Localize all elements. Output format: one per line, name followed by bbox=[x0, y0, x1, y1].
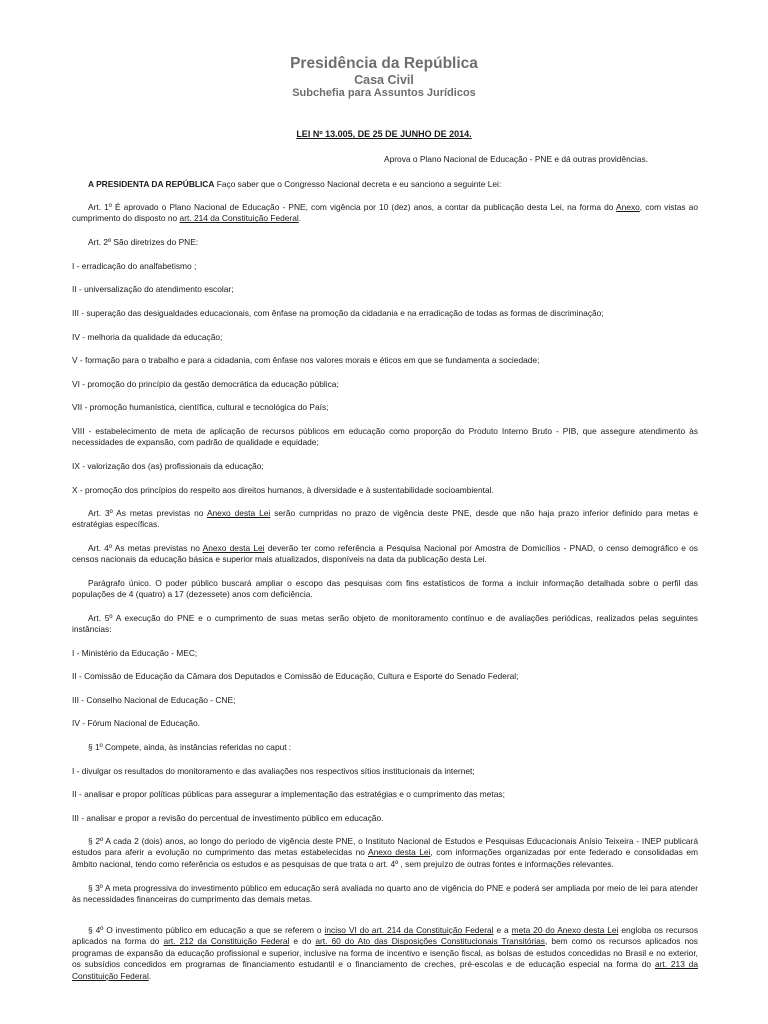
art-2-item-ii: II - universalização do atendimento escolar; bbox=[72, 284, 234, 294]
art-5-p1-item-ii: II - analisar e propor políticas públicas para assegurar a implementação das estratégias e o cumprimento das metas; bbox=[72, 789, 505, 799]
art-1-text-2: , com vistas ao cumprimento do disposto no bbox=[72, 202, 698, 224]
art-3-text-1: Art. 3º As metas previstas no bbox=[88, 508, 207, 518]
law-title[interactable] bbox=[0, 129, 768, 139]
art-1-text-3: . bbox=[298, 213, 302, 224]
art-5-paragraph-1: § 1º Compete, ainda, às instâncias referidas no caput : bbox=[88, 742, 292, 752]
art-5: Art. 5º A execução do PNE e o cumprimento de suas metas serão objeto de monitoramento contínuo e de avaliações periódicas, realizados pelas seguintes instâncias: bbox=[72, 613, 698, 635]
art-5-p4-text-4: e do bbox=[289, 936, 316, 947]
art-5-paragraph-3: § 3º A meta progressiva do investimento público em educação será avaliada no quarto ano de vigência do PNE e poderá ser ampliada por meio de lei para atender às necessidades financeiras do cumprimento das demais metas. bbox=[72, 883, 698, 905]
ementa: Aprova o Plano Nacional de Educação - PNE e dá outras providências. bbox=[384, 154, 648, 164]
art-3-text-2: serão cumpridas no prazo de vigência deste PNE, desde que não haja prazo inferior definido para metas e estratégias específicas. bbox=[72, 508, 698, 530]
art-5-item-ii: II - Comissão de Educação da Câmara dos Deputados e Comissão de Educação, Cultura e Esporte do Senado Federal; bbox=[72, 671, 519, 681]
art-5-p2-anexo-link[interactable]: Anexo desta Lei bbox=[368, 847, 431, 858]
art-4-anexo-link[interactable]: Anexo desta Lei bbox=[202, 543, 265, 553]
anexo-link[interactable]: Anexo bbox=[616, 202, 640, 212]
art-2-item-iii: III - superação das desigualdades educacionais, com ênfase na promoção da cidadania e na erradicação de todas as formas de discriminação; bbox=[72, 308, 604, 318]
art-2-item-ix: IX - valorização dos (as) profissionais da educação; bbox=[72, 461, 264, 471]
meta-20-anexo-link[interactable]: meta 20 do Anexo desta Lei bbox=[511, 925, 619, 935]
art-5-p2-text-2: , com informações organizadas por ente federado e consolidadas em âmbito nacional, tendo como referência os estudos e as pesquisas de que trata o bbox=[72, 847, 698, 869]
art-5-paragraph-2 bbox=[72, 836, 698, 870]
art-5-p1-item-i: I - divulgar os resultados do monitoramento e das avaliações nos respectivos sítios institucionais da internet; bbox=[72, 766, 475, 776]
art-5-p4-text-6: . bbox=[148, 970, 152, 981]
art-5-item-iii: III - Conselho Nacional de Educação - CNE; bbox=[72, 695, 236, 705]
art-213-cf-link[interactable]: art. 213 da Constituição Federal bbox=[72, 959, 699, 981]
art-2-item-vi: VI - promoção do princípio da gestão democrática da educação pública; bbox=[72, 379, 339, 389]
art-5-p4-text-1: § 4º O investimento público em educação a que se referem o bbox=[88, 925, 325, 935]
art-212-cf-link[interactable]: art. 212 da Constituição Federal bbox=[163, 936, 290, 947]
art-2-item-viii: VIII - estabelecimento de meta de aplicação de recursos públicos em educação como proporção do Produto Interno Bruto - PIB, que assegure atendimento às necessidades de expansão, com padrão de qualidade e equidade; bbox=[72, 426, 698, 448]
art-60-adct-link[interactable]: art. 60 do Ato das Disposições Constitucionais Transitórias bbox=[315, 936, 545, 947]
art-5-p4-text-5: , bem como os recursos aplicados nos programas de expansão da educação profissional e superior, inclusive na forma de incentivo e isenção fiscal, as bolsas de estudos concedidas no Brasil e no exterior, os subsídios concedidos em programas de financiamento estudantil e o financiamento de creches, pré-escolas e de educação especial na forma do bbox=[72, 936, 698, 970]
art-3 bbox=[72, 508, 698, 531]
art-5-p4-text-2: e a bbox=[493, 925, 512, 935]
art-5-p2-art-4-ref: art. 4º bbox=[376, 858, 399, 869]
preamble-text: Faço saber que o Congresso Nacional decreta e eu sanciono a seguinte Lei: bbox=[214, 179, 502, 189]
header-subchefia: Subchefia para Assuntos Jurídicos bbox=[292, 87, 476, 99]
art-5-p1-item-iii: III - analisar e propor a revisão do percentual de investimento público em educação. bbox=[72, 813, 384, 823]
header-presidencia: Presidência da República bbox=[290, 55, 478, 72]
art-4-text-1: Art. 4º As metas previstas no bbox=[88, 543, 203, 553]
art-5-item-i: I - Ministério da Educação - MEC; bbox=[72, 648, 198, 658]
header-casa-civil: Casa Civil bbox=[354, 73, 414, 87]
art-2-item-iv: IV - melhoria da qualidade da educação; bbox=[72, 332, 223, 342]
art-214-cf-link[interactable]: art. 214 da Constituição Federal bbox=[179, 213, 299, 224]
art-2-item-i: I - erradicação do analfabetismo ; bbox=[72, 261, 197, 271]
art-5-p2-text-1: § 2º A cada 2 (dois) anos, ao longo do período de vigência deste PNE, o Instituto Nacional de Estudos e Pesquisas Educacionais Anísio Teixeira - INEP publicará estudos para aferir a evolução no cumprimento das metas estabelecidas no bbox=[72, 836, 698, 858]
art-2-item-vii: VII - promoção humanística, científica, cultural e tecnológica do País; bbox=[72, 402, 329, 412]
inciso-vi-art-214-link[interactable]: inciso VI do art. 214 da Constituição Federal bbox=[324, 925, 494, 935]
art-2-item-v: V - formação para o trabalho e para a cidadania, com ênfase nos valores morais e éticos em que se fundamenta a sociedade; bbox=[72, 355, 540, 365]
art-1-text-1: Art. 1º É aprovado o Plano Nacional de Educação - PNE, com vigência por 10 (dez) anos, a contar da publicação desta Lei, na forma do bbox=[88, 202, 617, 212]
art-1 bbox=[72, 202, 698, 225]
art-4 bbox=[72, 543, 698, 566]
art-5-item-iv: IV - Fórum Nacional de Educação. bbox=[72, 718, 201, 728]
art-5-p2-text-3: , sem prejuízo de outras fontes e informações relevantes. bbox=[398, 858, 614, 869]
art-4-paragrafo-unico: Parágrafo único. O poder público buscará ampliar o escopo das pesquisas com fins estatísticos de forma a incluir informação detalhada sobre o perfil das populações de 4 (quatro) a 17 (dezessete) anos com deficiência. bbox=[72, 578, 698, 600]
art-2-item-x: X - promoção dos princípios do respeito aos direitos humanos, à diversidade e à sustentabilidade socioambiental. bbox=[72, 485, 494, 495]
art-4-text-2: deverão ter como referência a Pesquisa Nacional por Amostra de Domicílios - PNAD, o censo demográfico e os censos nacionais da educação básica e superior mais atualizados, disponíveis na data da publicação desta Lei. bbox=[72, 543, 698, 565]
law-title-link[interactable]: LEI Nº 13.005, DE 25 DE JUNHO DE 2014. bbox=[296, 129, 472, 139]
art-5-p4-text-3: engloba os recursos aplicados na forma do bbox=[72, 925, 699, 947]
art-5-paragraph-4 bbox=[72, 925, 698, 982]
preamble bbox=[72, 179, 698, 190]
art-2: Art. 2º São diretrizes do PNE: bbox=[88, 237, 199, 247]
preamble-bold: A PRESIDENTA DA REPÚBLICA bbox=[88, 179, 215, 189]
art-3-anexo-link[interactable]: Anexo desta Lei bbox=[206, 508, 271, 518]
